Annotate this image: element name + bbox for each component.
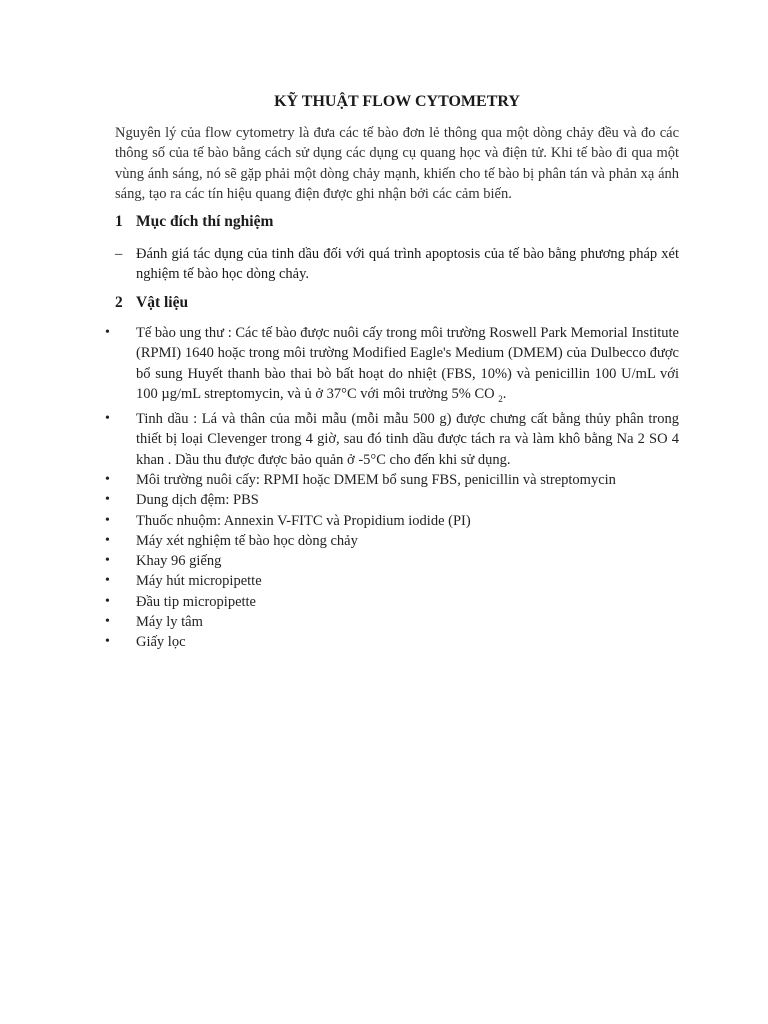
list-item bbox=[105, 490, 679, 510]
list-item bbox=[105, 571, 679, 591]
list-item-tail: . bbox=[502, 385, 507, 402]
bullet-marker: • bbox=[105, 512, 110, 528]
section-number: 2 bbox=[115, 294, 123, 311]
subscript: 2 bbox=[498, 393, 503, 404]
section-heading-purpose bbox=[115, 212, 273, 232]
list-item bbox=[105, 511, 679, 531]
list-item bbox=[105, 470, 679, 490]
section-heading-materials bbox=[115, 293, 188, 313]
document-title: KỸ THUẬT FLOW CYTOMETRY bbox=[274, 93, 520, 110]
list-item-text: Máy ly tâm bbox=[136, 614, 203, 631]
list-item-text: Khay 96 giếng bbox=[136, 553, 222, 570]
section-number: 1 bbox=[115, 213, 123, 230]
list-item bbox=[105, 592, 679, 612]
list-item-text: Tế bào ung thư : Các tế bào được nuôi cấy trong môi trường Roswell Park Memorial Institute (RPMI) 1640 hoặc trong môi trường Modified Eagle's Medium (DMEM) của Dulbecco được bổ sung Huyết thanh bào thai bò bất hoạt do nhiệt (FBS, 10%) và penicillin 100 U/mL với 100 µg/mL streptomycin, và ủ ở 37°C với môi trường 5% CO bbox=[136, 325, 679, 402]
list-item-text: Dung dịch đệm: PBS bbox=[136, 492, 259, 509]
list-item-text: Giấy lọc bbox=[136, 634, 186, 651]
bullet-marker: • bbox=[105, 325, 110, 340]
bullet-marker: • bbox=[105, 593, 110, 609]
list-item-text: Đầu tip micropipette bbox=[136, 593, 256, 610]
materials-list bbox=[105, 323, 679, 653]
list-item bbox=[105, 551, 679, 571]
bullet-marker: • bbox=[105, 492, 110, 508]
bullet-marker: • bbox=[105, 634, 110, 650]
list-item bbox=[105, 632, 679, 652]
list-item-text: Môi trường nuôi cấy: RPMI hoặc DMEM bổ sung FBS, penicillin và streptomycin bbox=[136, 471, 616, 488]
list-item-text: Thuốc nhuộm: Annexin V-FITC và Propidium iodide (PI) bbox=[136, 512, 471, 529]
intro-paragraph: Nguyên lý của flow cytometry là đưa các tế bào đơn lẻ thông qua một dòng chảy đều và đo các thông số của tế bào bằng cách sử dụng các dụng cụ quang học và điện tử. Khi tế bào đi qua một vùng ánh sáng, nó sẽ gặp phải một dòng chảy mạnh, khiến cho tế bào bị phân tán và phản xạ ánh sáng, tạo ra các tín hiệu quang điện được ghi nhận bởi các cảm biến. bbox=[115, 125, 679, 202]
bullet-marker: • bbox=[105, 471, 110, 487]
purpose-item bbox=[115, 244, 679, 285]
section-title: Vật liệu bbox=[136, 294, 189, 311]
bullet-marker: • bbox=[105, 614, 110, 630]
purpose-text: Đánh giá tác dụng của tinh dầu đối với quá trình apoptosis của tế bào bằng phương pháp xét nghiệm tế bào học dòng chảy. bbox=[136, 246, 679, 283]
list-item-text: Máy xét nghiệm tế bào học dòng chảy bbox=[136, 532, 358, 549]
bullet-marker: • bbox=[105, 532, 110, 548]
list-item bbox=[105, 531, 679, 551]
dash-marker: – bbox=[115, 246, 123, 262]
list-item-text: Tinh dầu : Lá và thân của mỗi mẫu (mỗi mẫu 500 g) được chưng cất bằng thủy phân trong thiết bị loại Clevenger trong 4 giờ, sau đó tinh dầu được tách ra và làm khô bằng Na 2 SO 4 khan . Dầu thu được được bảo quản ở -5°C cho đến khi sử dụng. bbox=[136, 411, 679, 468]
bullet-marker: • bbox=[105, 411, 110, 427]
list-item bbox=[105, 409, 679, 470]
bullet-marker: • bbox=[105, 553, 110, 569]
bullet-marker: • bbox=[105, 573, 110, 589]
section-title: Mục đích thí nghiệm bbox=[136, 213, 274, 230]
list-item bbox=[105, 323, 679, 409]
list-item bbox=[105, 612, 679, 632]
list-item-text: Máy hút micropipette bbox=[136, 573, 262, 590]
